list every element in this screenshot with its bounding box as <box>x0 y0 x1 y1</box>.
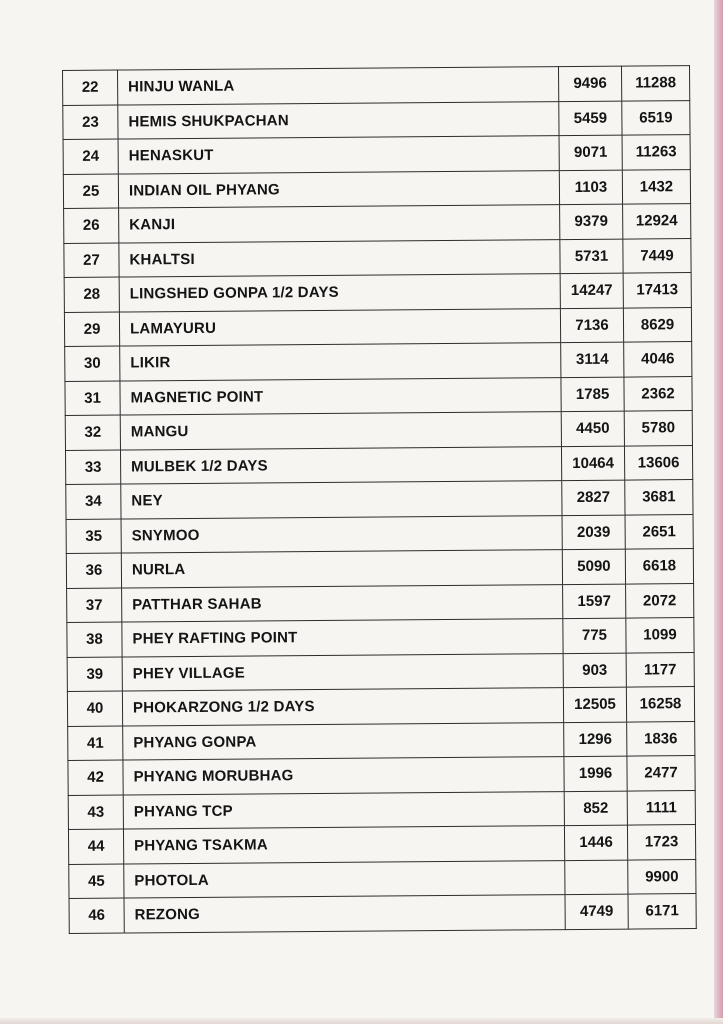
rate-a: 9071 <box>559 135 622 170</box>
table-row <box>63 100 690 139</box>
rate-b: 12924 <box>623 204 691 239</box>
row-number: 36 <box>66 553 121 588</box>
place-name: REZONG <box>124 895 565 933</box>
row-number: 28 <box>64 277 119 312</box>
rate-a: 4450 <box>561 411 624 446</box>
fare-table-body <box>63 66 697 933</box>
table-row <box>66 549 693 588</box>
rate-a: 9379 <box>560 204 623 239</box>
table-row <box>67 618 694 657</box>
place-name: MANGU <box>120 412 561 450</box>
rate-a: 1785 <box>561 377 624 412</box>
table-row <box>64 204 691 243</box>
place-name: NURLA <box>121 550 562 588</box>
rate-a: 12505 <box>563 687 626 722</box>
rate-b: 6618 <box>625 549 693 584</box>
row-number: 42 <box>68 760 123 795</box>
rate-b: 2651 <box>625 514 693 549</box>
rate-a: 2039 <box>562 515 625 550</box>
rate-a: 7136 <box>560 308 623 343</box>
row-number: 46 <box>69 898 124 933</box>
table-row <box>63 135 690 174</box>
rate-a: 2827 <box>562 480 625 515</box>
row-number: 43 <box>68 795 123 830</box>
row-number: 35 <box>66 519 121 554</box>
rate-b: 1177 <box>626 652 694 687</box>
rate-b: 2362 <box>624 376 692 411</box>
place-name: HENASKUT <box>118 136 559 174</box>
row-number: 39 <box>67 657 122 692</box>
place-name: HEMIS SHUKPACHAN <box>118 101 559 139</box>
row-number: 25 <box>63 174 118 209</box>
rate-a: 1103 <box>559 170 622 205</box>
rate-a: 1296 <box>564 722 627 757</box>
row-number: 24 <box>63 139 118 174</box>
table-row <box>67 583 694 622</box>
rate-b: 17413 <box>623 273 691 308</box>
row-number: 45 <box>69 864 124 899</box>
rate-a: 14247 <box>560 273 623 308</box>
rate-b: 1836 <box>627 721 695 756</box>
table-row <box>63 66 690 105</box>
document-sheet <box>62 65 697 933</box>
place-name: PHOTOLA <box>124 860 565 898</box>
rate-a: 775 <box>563 618 626 653</box>
row-number: 34 <box>66 484 121 519</box>
table-row <box>67 652 694 691</box>
table-row <box>68 790 695 829</box>
rate-a: 903 <box>563 653 626 688</box>
place-name: MAGNETIC POINT <box>120 377 561 415</box>
row-number: 31 <box>65 381 120 416</box>
rate-b: 13606 <box>624 445 692 480</box>
table-row <box>67 687 694 726</box>
rate-b: 3681 <box>625 480 693 515</box>
rate-a: 5090 <box>562 549 625 584</box>
page-edge <box>714 0 723 1024</box>
place-name: PHEY VILLAGE <box>122 653 563 691</box>
rate-b: 8629 <box>623 307 691 342</box>
rate-b: 1099 <box>626 618 694 653</box>
row-number: 30 <box>65 346 120 381</box>
table-row <box>69 894 696 933</box>
place-name: PHYANG TSAKMA <box>123 826 564 864</box>
place-name: SNYMOO <box>121 515 562 553</box>
place-name: NEY <box>121 481 562 519</box>
table-row <box>69 859 696 898</box>
place-name: PHOKARZONG 1/2 DAYS <box>122 688 563 726</box>
fare-table <box>62 65 697 933</box>
rate-a: 1996 <box>564 756 627 791</box>
row-number: 37 <box>67 588 122 623</box>
rate-b: 11288 <box>621 66 689 101</box>
place-name: PHEY RAFTING POINT <box>122 619 563 657</box>
rate-b: 6171 <box>628 894 696 929</box>
rate-a <box>565 860 628 895</box>
row-number: 44 <box>68 829 123 864</box>
table-row <box>64 238 691 277</box>
row-number: 22 <box>63 70 118 105</box>
row-number: 27 <box>64 243 119 278</box>
rate-b: 6519 <box>622 100 690 135</box>
row-number: 38 <box>67 622 122 657</box>
row-number: 29 <box>64 312 119 347</box>
row-number: 26 <box>64 208 119 243</box>
place-name: MULBEK 1/2 DAYS <box>120 446 561 484</box>
table-row <box>66 514 693 553</box>
place-name: PHYANG MORUBHAG <box>123 757 564 795</box>
rate-b: 1432 <box>622 169 690 204</box>
place-name: PHYANG TCP <box>123 791 564 829</box>
table-row <box>66 480 693 519</box>
rate-a: 3114 <box>561 342 624 377</box>
place-name: LIKIR <box>120 343 561 381</box>
table-row <box>63 169 690 208</box>
row-number: 33 <box>65 450 120 485</box>
row-number: 40 <box>67 691 122 726</box>
rate-b: 11263 <box>622 135 690 170</box>
place-name: HINJU WANLA <box>118 67 559 105</box>
place-name: KHALTSI <box>119 239 560 277</box>
table-row <box>65 411 692 450</box>
row-number: 41 <box>68 726 123 761</box>
rate-b: 1111 <box>627 790 695 825</box>
rate-a: 5731 <box>560 239 623 274</box>
table-row <box>65 376 692 415</box>
table-row <box>65 342 692 381</box>
table-row <box>64 307 691 346</box>
table-row <box>64 273 691 312</box>
rate-b: 2072 <box>626 583 694 618</box>
rate-a: 10464 <box>561 446 624 481</box>
rate-b: 16258 <box>626 687 694 722</box>
rate-b: 9900 <box>628 859 696 894</box>
rate-b: 4046 <box>624 342 692 377</box>
table-row <box>68 825 695 864</box>
place-name: INDIAN OIL PHYANG <box>118 170 559 208</box>
rate-b: 7449 <box>623 238 691 273</box>
table-row <box>68 756 695 795</box>
rate-a: 1597 <box>563 584 626 619</box>
table-row <box>68 721 695 760</box>
row-number: 32 <box>65 415 120 450</box>
table-row <box>65 445 692 484</box>
rate-b: 2477 <box>627 756 695 791</box>
place-name: LAMAYURU <box>119 308 560 346</box>
rate-a: 4749 <box>565 894 628 929</box>
rate-a: 852 <box>564 791 627 826</box>
place-name: PATTHAR SAHAB <box>122 584 563 622</box>
page-edge-bottom <box>0 1018 723 1024</box>
rate-a: 5459 <box>559 101 622 136</box>
row-number: 23 <box>63 105 118 140</box>
place-name: PHYANG GONPA <box>123 722 564 760</box>
rate-b: 1723 <box>627 825 695 860</box>
place-name: LINGSHED GONPA 1/2 DAYS <box>119 274 560 312</box>
place-name: KANJI <box>119 205 560 243</box>
rate-a: 1446 <box>564 825 627 860</box>
rate-b: 5780 <box>624 411 692 446</box>
rate-a: 9496 <box>558 66 621 101</box>
